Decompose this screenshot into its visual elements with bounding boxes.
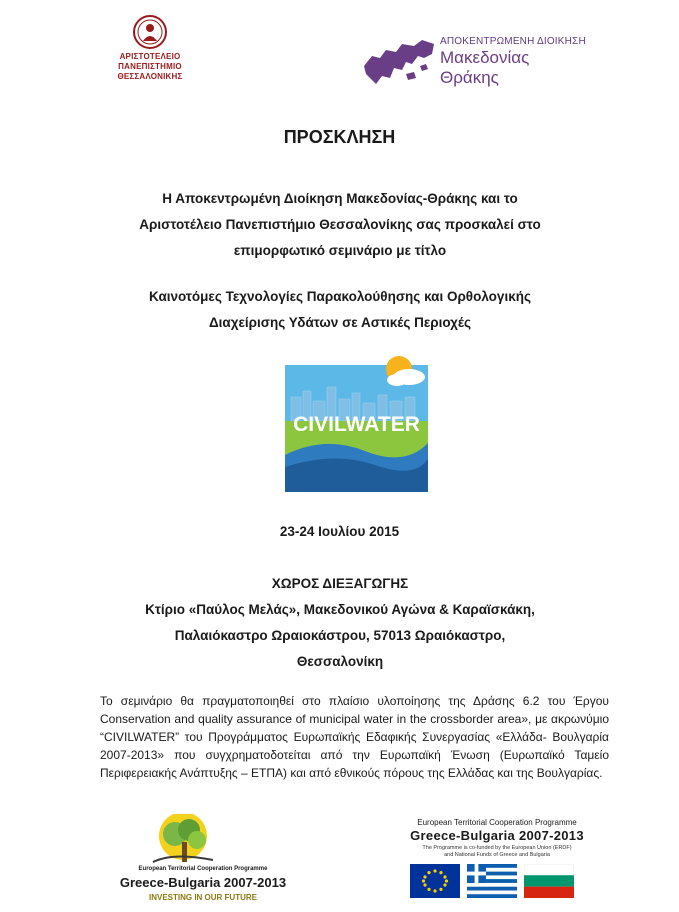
venue-line: Θεσσαλονίκη <box>296 654 384 669</box>
event-venue <box>90 571 590 675</box>
intro-line: Αριστοτέλειο Πανεπιστήμιο Θεσσαλονίκης σας προσκαλεί στο <box>139 217 541 232</box>
civilwater-logo-text: CIVILWATER <box>293 413 420 436</box>
programme-note-line: and National Funds of Greece and Bulgaria <box>444 852 550 858</box>
programme-note-line: The Programme is co-funded by the European Union (ERDF) <box>422 845 572 851</box>
seminar-title-line: Καινοτόμες Τεχνολογίες Παρακολούθησης και Ορθολογικής <box>149 289 531 304</box>
university-name-line: ΠΑΝΕΠΙΣΤΗΜΙΟ <box>118 62 182 71</box>
tree-logo-icon <box>113 814 293 866</box>
civilwater-logo <box>285 355 428 492</box>
greece-flag-icon <box>467 864 517 898</box>
funding-paragraph: Το σεμινάριο θα πραγματοποιηθεί στο πλαίσιο υλοποίησης της Δράσης 6.2 του Έργου Conservation and quality assurance of municipal water in the crossborder area», με ακρωνύμιο “CIVILWATER” του Προγράμματος Ευρωπαϊκής Εδαφικής Συνεργασίας «Ελλάδα- Βουλγαρία 2007-2013» που συγχρηματοδοτείται από την Ευρωπαϊκή Ένωση (Ευρωπαϊκό Ταμείο Περιφερειακής Ανάπτυξης – ΕΤΠΑ) και από εθνικούς πόρους της Ελλάδας και της Βουλγαρίας. <box>100 694 609 780</box>
university-name-line: ΑΡΙΣΤΟΤΕΛΕΙΟ <box>119 52 181 61</box>
administration-label: ΑΠΟΚΕΝΤΡΩΜΕΝΗ ΔΙΟΙΚΗΣΗ <box>440 36 586 47</box>
programme-label-right: European Territorial Cooperation Programme <box>417 818 577 827</box>
civilwater-logo-graphic <box>285 355 428 492</box>
university-emblem-icon <box>132 14 168 50</box>
seminar-title <box>90 284 590 336</box>
programme-logo-right <box>402 818 602 904</box>
programme-tagline-left: INVESTING IN OUR FUTURE <box>148 893 257 902</box>
event-dates: 23-24 Ιουλίου 2015 <box>279 524 400 539</box>
intro-line: Η Αποκεντρωμένη Διοίκηση Μακεδονίας-Θράκης και το <box>162 191 518 206</box>
invitation-intro <box>90 186 590 264</box>
administration-region-2: Θράκης <box>440 68 499 87</box>
region-map-icon <box>362 36 438 88</box>
university-logo <box>100 14 200 82</box>
administration-logo <box>362 36 612 96</box>
programme-note-right <box>402 845 592 859</box>
programme-name-right: Greece-Bulgaria 2007-2013 <box>410 828 584 843</box>
programme-label-left: European Territorial Cooperation Programme <box>138 866 268 872</box>
eu-flag-icon <box>410 864 460 898</box>
administration-region-1: Μακεδονίας <box>440 48 530 67</box>
page-title: ΠΡΟΣΚΛΗΣΗ <box>283 127 396 147</box>
venue-line: Κτίριο «Παύλος Μελάς», Μακεδονικού Αγώνα & Καραϊσκάκη, <box>145 602 535 617</box>
venue-heading: ΧΩΡΟΣ ΔΙΕΞΑΓΩΓΗΣ <box>271 576 409 591</box>
venue-line: Παλαιόκαστρο Ωραιοκάστρου, 57013 Ωραιόκαστρο, <box>174 628 506 643</box>
seminar-title-line: Διαχείρισης Υδάτων σε Αστικές Περιοχές <box>208 315 472 330</box>
university-name-line: ΘΕΣΣΑΛΟΝΙΚΗΣ <box>117 72 183 81</box>
programme-name-left: Greece-Bulgaria 2007-2013 <box>119 875 287 890</box>
bulgaria-flag-icon <box>524 864 574 898</box>
intro-line: επιμορφωτικό σεμινάριο με τίτλο <box>233 243 447 258</box>
programme-logo-left <box>113 814 293 904</box>
